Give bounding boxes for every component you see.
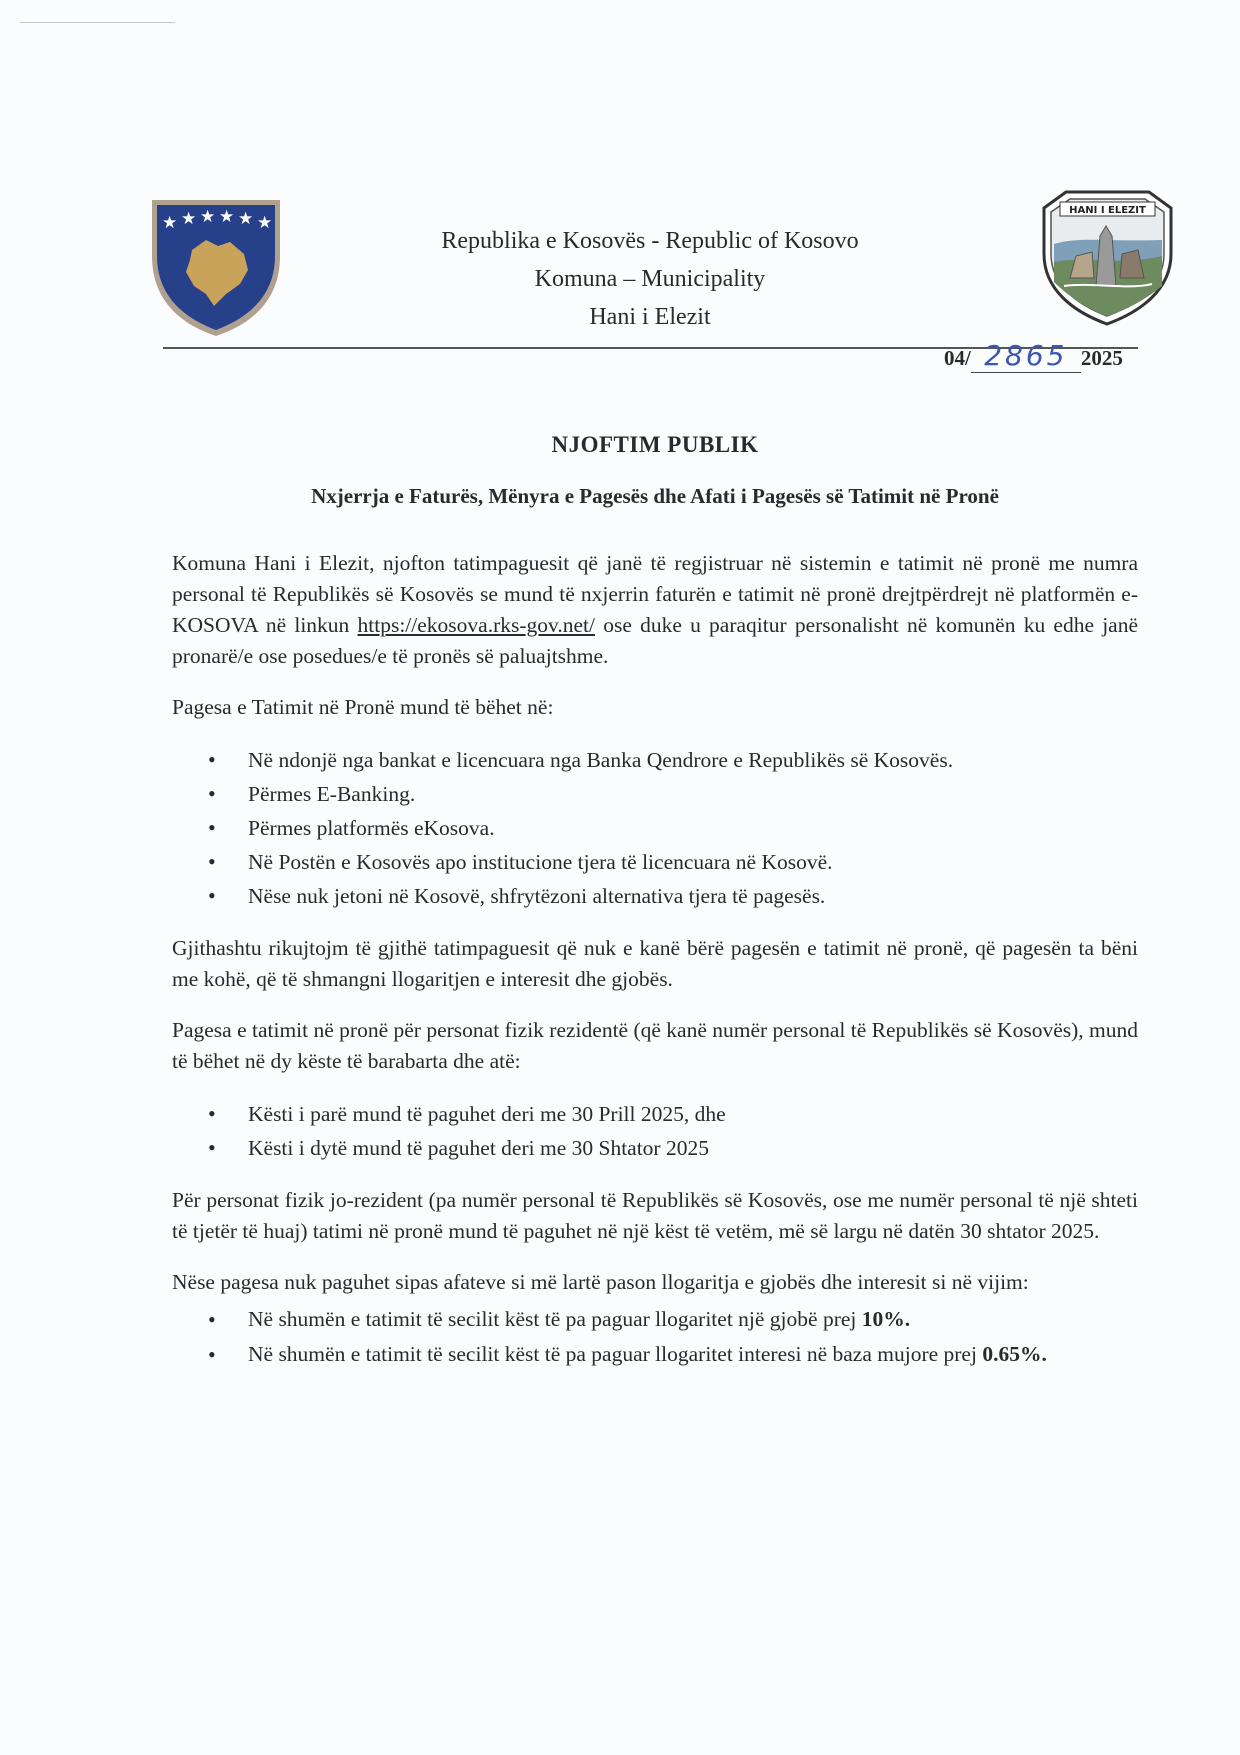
penalties-list xyxy=(172,1304,1138,1370)
list-item xyxy=(248,1304,1138,1335)
protocol-handwritten-number: 2865 xyxy=(971,340,1081,373)
list-item: • Kësti i parë mund të paguhet deri me 30 Prill 2025, dhe xyxy=(248,1097,1138,1131)
notice-subtitle: Nxjerrja e Faturës, Mënyra e Pagesës dhe Afati i Pagesës së Tatimit në Pronë xyxy=(311,484,999,508)
paragraph-non-residents: Për personat fizik jo-rezident (pa numër personal të Republikës së Kosovës, ose me numër personal të një shteti të tjetër të huaj) tatimi në pronë mund të paguhet në një këst të vetëm, më së largu në datën 30 shtator 2025. xyxy=(172,1188,1138,1243)
paragraph-payment-intro: Pagesa e Tatimit në Pronë mund të bëhet në: xyxy=(172,695,554,719)
kosovo-coat-of-arms-icon xyxy=(148,194,284,340)
installments-list xyxy=(172,1097,1138,1165)
notice-title: NJOFTIM PUBLIK xyxy=(551,432,759,457)
list-item: • Kësti i dytë mund të paguhet deri me 30 Shtator 2025 xyxy=(248,1131,1138,1165)
svg-text:★: ★ xyxy=(181,209,197,229)
hani-i-elezit-emblem-icon xyxy=(1040,186,1175,326)
list-item: • Përmes platformës eKosova. xyxy=(248,811,1138,845)
paragraph-invoice-text-2: ose duke u paraqitur personalisht në komunën ku edhe janë pronarë/e ose posedues/e të pronës së paluajtshme. xyxy=(172,613,1139,668)
list-item xyxy=(248,1339,1138,1370)
paragraph-residents: Pagesa e tatimit në pronë për personat fizik rezidentë (që kanë numër personal të Republikës së Kosovës), mund të bëhet në dy këste të barabarta dhe atë: xyxy=(172,1018,1138,1073)
penalty-interest-value: 0.65%. xyxy=(982,1342,1047,1366)
protocol-number xyxy=(944,340,1123,373)
svg-text:★: ★ xyxy=(162,213,178,233)
svg-text:★: ★ xyxy=(200,207,216,227)
letterhead xyxy=(300,222,1000,336)
penalty-fine-value: 10%. xyxy=(861,1307,911,1331)
penalty-interest-text: Në shumën e tatimit të secilit këst të pa paguar llogaritet interesi në baza mujore prej xyxy=(248,1342,983,1366)
list-item: • Nëse nuk jetoni në Kosovë, shfrytëzoni alternativa tjera të pagesës. xyxy=(248,879,1138,913)
letterhead-municipality: Komuna – Municipality xyxy=(534,266,766,292)
paragraph-invoice-text-1: Komuna Hani i Elezit, njofton tatimpaguesit që janë të regjistruar në sistemin e tatimit në pronë me numra personal të Republikës së Kosovës se mund të nxjerrin faturën e tatimit në pronë drejtpërdrejt në platformën e-KOSOVA në linkun xyxy=(172,551,1138,637)
svg-text:★: ★ xyxy=(219,207,235,227)
paragraph-reminder: Gjithashtu rikujtojm të gjithë tatimpaguesit që nuk e kanë bërë pagesën e tatimit në pronë, që pagesën ta bëni me kohë, që të shmangni llogaritjen e interesit dhe gjobës. xyxy=(172,936,1138,991)
emblem-label: HANI I ELEZIT xyxy=(1069,205,1146,216)
protocol-prefix: 04/ xyxy=(944,346,971,370)
ekosova-link[interactable]: https://ekosova.rks-gov.net/ xyxy=(357,613,595,637)
list-item: • Në ndonjë nga bankat e licencuara nga Banka Qendrore e Republikës së Kosovës. xyxy=(248,743,1138,777)
svg-text:★: ★ xyxy=(257,213,273,233)
penalty-fine-text: Në shumën e tatimit të secilit këst të pa paguar llogaritet një gjobë prej xyxy=(248,1307,862,1331)
payment-methods-list xyxy=(172,743,1138,913)
paragraph-penalties-intro: Nëse pagesa nuk paguhet sipas afateve si më lartë pason llogaritja e gjobës dhe interesit si në vijim: xyxy=(172,1270,1029,1294)
svg-text:★: ★ xyxy=(238,209,254,229)
list-item: • Përmes E-Banking. xyxy=(248,777,1138,811)
protocol-year: 2025 xyxy=(1080,346,1123,370)
letterhead-municipality-name: Hani i Elezit xyxy=(589,304,711,330)
top-edge-rule xyxy=(20,22,175,23)
list-item: • Në Postën e Kosovës apo institucione tjera të licencuara në Kosovë. xyxy=(248,845,1138,879)
letterhead-republic: Republika e Kosovës - Republic of Kosovo xyxy=(441,228,859,254)
notice-body xyxy=(172,548,1138,1390)
paragraph-invoice xyxy=(172,548,1138,672)
